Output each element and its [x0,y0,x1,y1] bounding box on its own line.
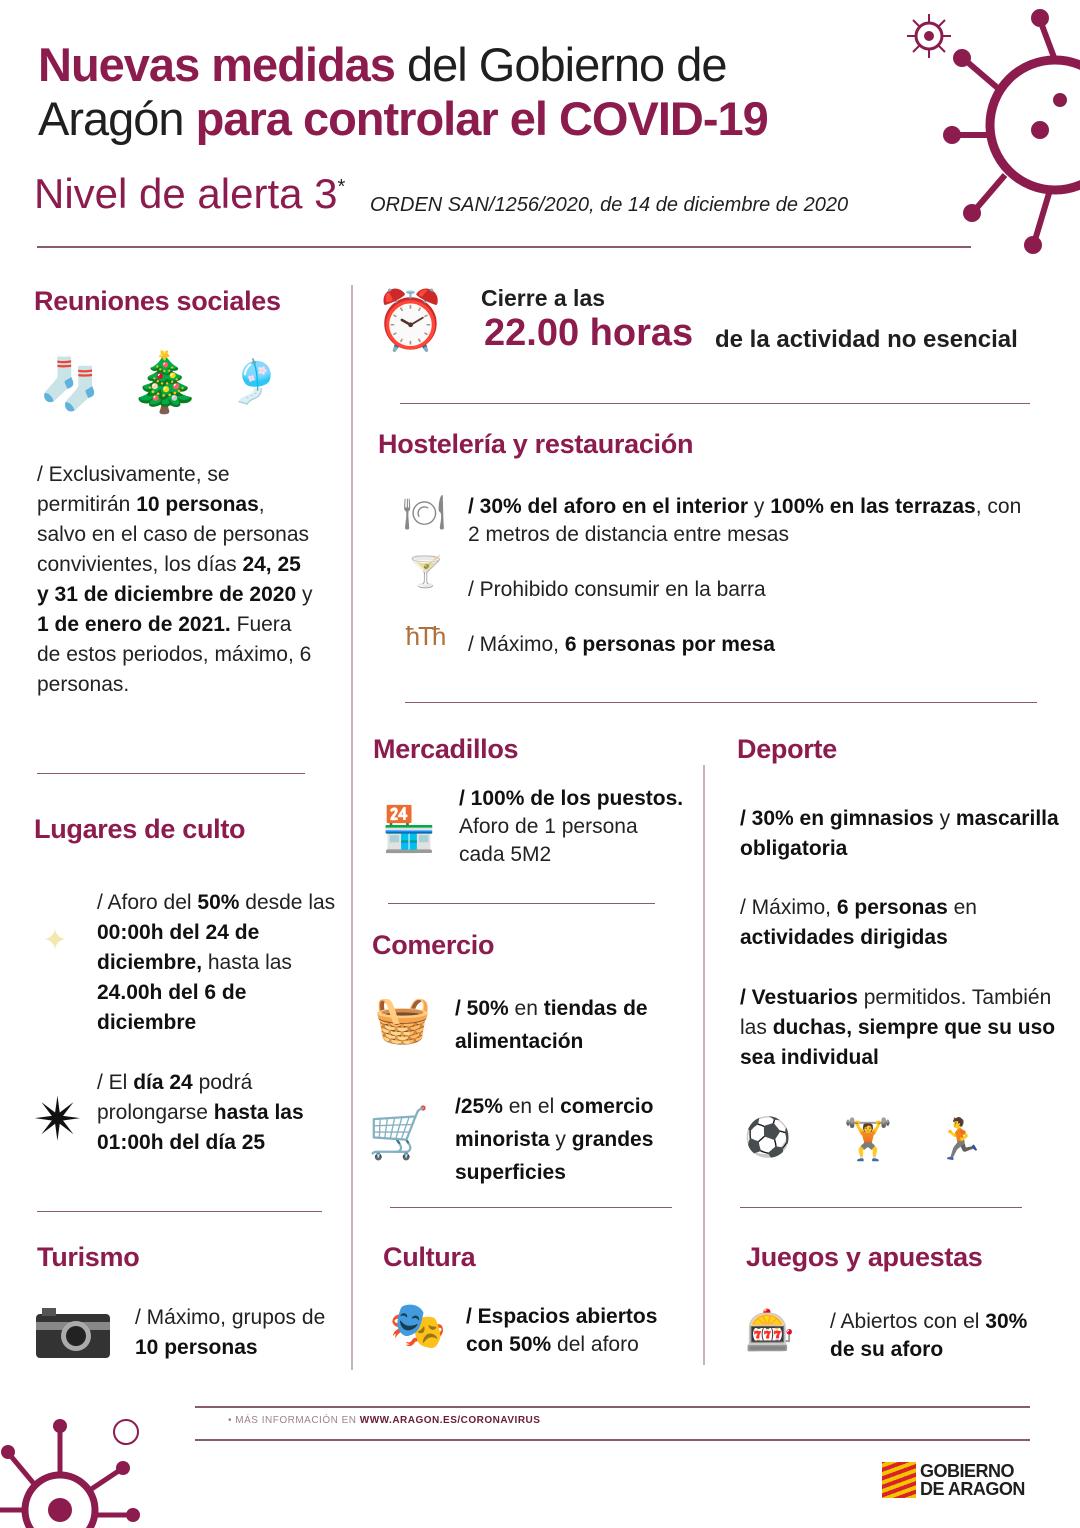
bold-text: 100% en las terrazas [770,495,976,518]
divider [37,1211,322,1212]
text: y [933,807,956,830]
more-info-label: MÁS INFORMACIÓN EN [235,1415,360,1426]
culto-title: Lugares de culto [34,814,246,844]
column-divider-2 [703,765,705,1365]
divider [390,1207,672,1208]
bold-text: 00:00h del 24 de diciembre, [97,921,260,974]
text: , con 2 metros de distancia entre mesas [468,495,1022,546]
closing-time: 22.00 horas [484,312,694,354]
alert-level [34,170,345,218]
bold-text: 10 personas [136,493,259,516]
text: / Máximo, grupos de [135,1306,326,1329]
bold-text: día 24 [133,1071,193,1094]
bold-text: / 100% de los puestos. [459,787,684,810]
culto-item-1 [97,888,347,1038]
alert-level-text: Nivel de alerta 3 [34,170,338,217]
alarm-clock-icon: ⏰ [374,288,448,353]
text: hasta las [202,951,292,974]
bold-text: 1 de enero de 2021. [37,613,231,636]
theater-masks-icon: 🎭 [389,1299,447,1351]
divider [37,773,305,774]
bold-text: tiendas de alimentación [455,997,648,1053]
mercadillos-text [459,785,684,869]
turismo-title: Turismo [37,1242,140,1272]
text: en el [502,1095,561,1118]
text: en [508,997,544,1020]
hosteleria-title: Hostelería y restauración [378,429,694,459]
more-info: • MÁS INFORMACIÓN EN WWW.ARAGON.ES/CORONAVIRUS [228,1415,541,1426]
juegos-text [830,1308,1030,1364]
bold-text: hasta las 01:00h del día 25 [97,1101,304,1154]
poker-chips-icon: 🎰 [745,1308,795,1353]
header-divider [37,246,971,248]
divider [388,903,655,904]
virus-icon [940,0,1080,270]
text: / El [97,1071,134,1094]
bold-text: / 30% en gimnasios [740,807,934,830]
text: en [947,896,977,919]
closing-pre: Cierre a las [481,285,606,311]
reuniones-text [37,460,317,700]
stocking-icon: 🧦 [38,356,102,412]
gobierno-aragon-logo [882,1462,1025,1498]
title-line-1 [38,38,898,92]
text: Fuera de estos periodos, máximo, 6 personas. [37,613,312,696]
text: y [748,495,771,518]
grocery-basket-icon: 🧺 [374,992,432,1045]
more-info-link[interactable]: WWW.ARAGON.ES/CORONAVIRUS [359,1415,541,1426]
bold-text: / 30% del aforo en el interior [468,495,749,518]
aragon-flag-icon [882,1462,916,1498]
mercadillos-title: Mercadillos [373,734,519,764]
bold-text: 6 personas [836,896,948,919]
sparkle-icon: ✦ [42,923,68,957]
bold-text: grandes superficies [455,1128,654,1184]
text: del Gobierno de [394,38,727,91]
deporte-title: Deporte [737,734,837,764]
reuniones-title: Reuniones sociales [34,286,281,316]
text: desde las [239,891,336,914]
bold-text: 6 personas por mesa [564,633,775,656]
bold-text: 24.00h del 6 de diciembre [97,981,247,1034]
bold-text: 10 personas [135,1336,258,1359]
bold-text: 50% [197,891,240,914]
hosteleria-item-2 [468,575,968,605]
comercio-item-2 [455,1090,700,1189]
alert-asterisk: * [337,176,346,198]
deporte-item-2 [740,893,1040,953]
cocktail-icon: 🍸 [407,556,445,589]
page-title [38,38,898,146]
divider [400,403,1030,404]
text: del aforo [551,1333,639,1356]
order-reference: ORDEN SAN/1256/2020, de 14 de diciembre de 2020 [370,194,849,216]
virus-icon-bottom [0,1410,150,1528]
bold-text: duchas, siempre que su uso sea individual [740,1016,1056,1069]
bold-text: actividades dirigidas [740,926,948,949]
soccer-ball-icon: ⚽ [744,1117,792,1159]
text: y [549,1128,572,1151]
bold-text: para controlar el COVID-19 [195,92,768,145]
text: podrá prolongarse [97,1071,253,1124]
text: , salvo en el caso de personas convivientes, los días [37,493,310,576]
turismo-text [135,1303,335,1363]
culto-item-2 [97,1068,337,1158]
christmas-tree-icon: 🎄 [128,350,202,415]
bold-text: / Vestuarios [740,986,858,1009]
bold-text: 24, 25 y 31 de diciembre de 2020 [37,553,301,606]
bold-text: 30% de su aforo [830,1310,1028,1361]
cloche-icon: 🍽 [402,493,446,532]
text: y [296,583,313,606]
text: Aforo de 1 persona cada 5M2 [459,815,638,866]
closing-post: de la actividad no esencial [715,326,1018,353]
comercio-title: Comercio [372,930,495,960]
deporte-item-1 [740,804,1060,864]
divider [405,702,1037,703]
shopping-cart-icon: 🛒 [367,1104,431,1161]
juegos-title: Juegos y apuestas [746,1242,983,1272]
logo-line-2: DE ARAGON [920,1479,1025,1499]
text: / Máximo, [740,896,837,919]
column-divider-1 [351,285,353,1370]
bold-text: mascarilla obligatoria [740,807,1059,860]
text: / Prohibido consumir en la barra [468,578,766,601]
footer-divider-top [195,1406,1030,1408]
text: / Aforo del [97,891,198,914]
market-stall-icon: 🏪 [381,805,437,854]
cultura-text [466,1303,696,1359]
text: / Abiertos con el [830,1310,986,1333]
title-line-2 [38,92,898,146]
bold-text: /25% [455,1095,503,1118]
divider [740,1207,1022,1208]
runner-icon: 🏃 [935,1117,985,1162]
deporte-item-3 [740,983,1070,1073]
weightlifter-icon: 🏋 [843,1117,893,1162]
text: Aragón [38,92,196,145]
camera-icon [36,1308,110,1358]
hosteleria-item-1 [468,493,1038,549]
logo-line-1: GOBIERNO [920,1461,1015,1481]
table-chairs-icon: ħTħ [405,620,445,651]
text: / Máximo, [468,633,565,656]
small-virus-icon [905,12,953,60]
bold-text: comercio minorista [455,1095,654,1151]
text: permitidos. También las [740,986,1052,1039]
star-icon: ✴ [32,1086,84,1153]
comercio-item-1 [455,992,695,1058]
text: / Exclusivamente, se permitirán [37,463,230,516]
ornaments-icon: 🎐 [228,358,282,405]
hosteleria-item-3 [468,630,968,660]
cultura-title: Cultura [383,1242,476,1272]
bold-text: / 50% [455,997,509,1020]
footer-divider-bottom [195,1439,1030,1441]
bold-text: Nuevas medidas [38,38,395,91]
bold-text: / Espacios abiertos con 50% [466,1305,658,1356]
